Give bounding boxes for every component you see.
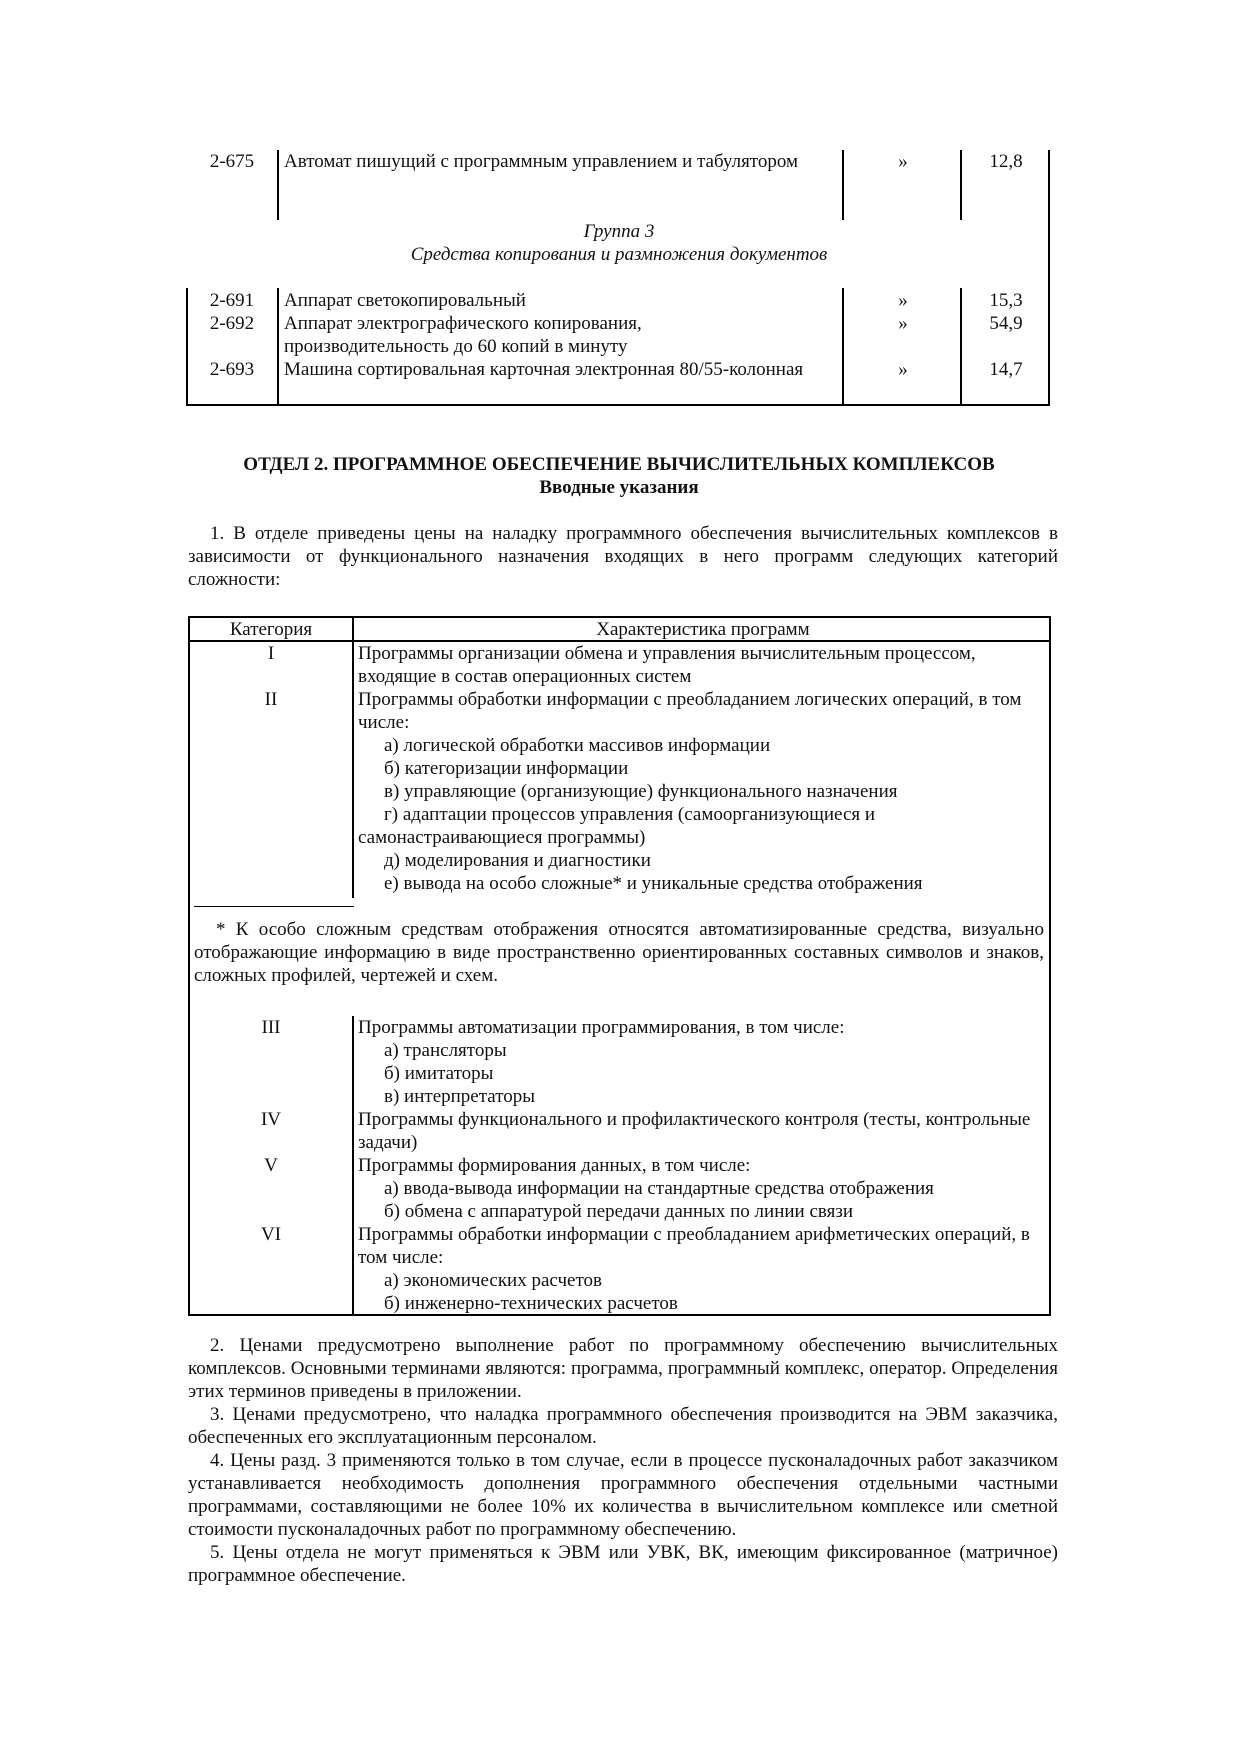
category-item: в) интерпретаторы [384, 1086, 536, 1107]
table-rule [277, 150, 279, 220]
price-row-unit: » [898, 313, 908, 334]
category-label: IV [260, 1109, 282, 1130]
price-row-unit: » [898, 290, 908, 311]
group-subtitle: Средства копирования и размножения документов [410, 244, 828, 265]
header-category: Категория [229, 619, 313, 640]
category-item: а) трансляторы [384, 1040, 507, 1061]
category-item: б) имитаторы [384, 1063, 494, 1084]
category-item: а) логической обработки массивов информации [384, 735, 771, 756]
group-title: Группа 3 [583, 221, 655, 242]
category-label: III [261, 1017, 281, 1038]
price-row-name: Машина сортировальная карточная электронная 80/55-колонная [284, 359, 804, 380]
price-row-price: 15,3 [989, 290, 1023, 311]
header-description: Характеристика программ [596, 619, 810, 640]
paragraph-3: 3. Ценами предусмотрено, что наладка программного обеспечения производится на ЭВМ заказчика, обеспеченных его эксплуатационным персоналом. [188, 1404, 1058, 1448]
footnote: * К особо сложным средствам отображения относятся автоматизированные средства, визуально отображающие информацию в виде пространственно ориентированных составных символов и знаков, сложных профилей, чертежей и схем. [194, 919, 1044, 986]
intro-paragraph: 1. В отделе приведены цены на наладку программного обеспечения вычислительных комплексов в зависимости от функционального назначения входящих в него программ следующих категорий сложности: [188, 523, 1058, 590]
section-subtitle: Вводные указания [539, 477, 699, 498]
category-item: а) экономических расчетов [384, 1270, 602, 1291]
price-row-price: 12,8 [989, 151, 1023, 172]
category-label: V [264, 1155, 278, 1176]
category-table [188, 616, 1051, 1316]
table-rule [186, 404, 1050, 406]
paragraph-5: 5. Цены отдела не могут применяться к ЭВМ или УВК, ВК, имеющим фиксированное (матричное) программное обеспечение. [188, 1542, 1058, 1586]
category-item: б) категоризации информации [384, 758, 629, 779]
table-rule [277, 288, 279, 406]
price-row-unit: » [898, 151, 908, 172]
table-rule [352, 618, 354, 898]
price-row-price: 54,9 [989, 313, 1023, 334]
price-table [188, 150, 1050, 406]
category-text: Программы обработки информации с преобладанием логических операций, в том числе: [358, 689, 1022, 733]
category-label: I [267, 643, 275, 664]
category-item: е) вывода на особо сложные* и уникальные средства отображения [384, 873, 923, 894]
category-text: Программы обработки информации с преобладанием арифметических операций, в том числе: [358, 1224, 1030, 1268]
category-label: VI [260, 1224, 282, 1245]
price-row-price: 14,7 [989, 359, 1023, 380]
paragraph-4: 4. Цены разд. 3 применяются только в том случае, если в процессе пусконаладочных работ заказчиком устанавливается необходимость дополнения программного обеспечения отдельными частными программами, составляющими не более 10% их количества в вычислительном комплексе или сметной стоимости пусконаладочных работ по программному обеспечению. [188, 1450, 1058, 1540]
price-row-name: Аппарат электрографического копирования, производительность до 60 копий в минуту [284, 313, 642, 357]
price-row-name: Аппарат светокопировальный [284, 290, 526, 311]
category-label: II [264, 689, 278, 710]
price-row-unit: » [898, 359, 908, 380]
category-item: д) моделирования и диагностики [384, 850, 651, 871]
paragraph-2: 2. Ценами предусмотрено выполнение работ по программному обеспечению вычислительных комплексов. Основными терминами являются: программа, программный комплекс, оператор. Определения этих терминов приведены в приложении. [188, 1335, 1058, 1402]
category-item: б) обмена с аппаратурой передачи данных по линии связи [384, 1201, 854, 1222]
footnote-rule [194, 906, 354, 907]
category-text: Программы автоматизации программирования, в том числе: [358, 1017, 845, 1038]
category-item: б) инженерно-технических расчетов [384, 1293, 678, 1314]
category-item: в) управляющие (организующие) функционального назначения [384, 781, 898, 802]
category-text: Программы организации обмена и управления вычислительным процессом, входящие в состав операционных систем [358, 643, 976, 687]
category-item: а) ввода-вывода информации на стандартные средства отображения [384, 1178, 934, 1199]
category-item: г) адаптации процессов управления (самоорганизующиеся и самонастраивающиеся программы) [358, 804, 876, 848]
category-text: Программы функционального и профилактического контроля (тесты, контрольные задачи) [358, 1109, 1031, 1153]
price-row-code: 2-691 [209, 290, 255, 311]
price-row-code: 2-692 [209, 313, 255, 334]
price-row-code: 2-693 [209, 359, 255, 380]
category-text: Программы формирования данных, в том числе: [358, 1155, 751, 1176]
price-row-name: Автомат пишущий с программным управлением и табулятором [284, 151, 799, 172]
section-title: ОТДЕЛ 2. ПРОГРАММНОЕ ОБЕСПЕЧЕНИЕ ВЫЧИСЛИТЕЛЬНЫХ КОМПЛЕКСОВ [243, 454, 995, 475]
price-row-code: 2-675 [209, 151, 255, 172]
table-rule [352, 1016, 354, 1314]
